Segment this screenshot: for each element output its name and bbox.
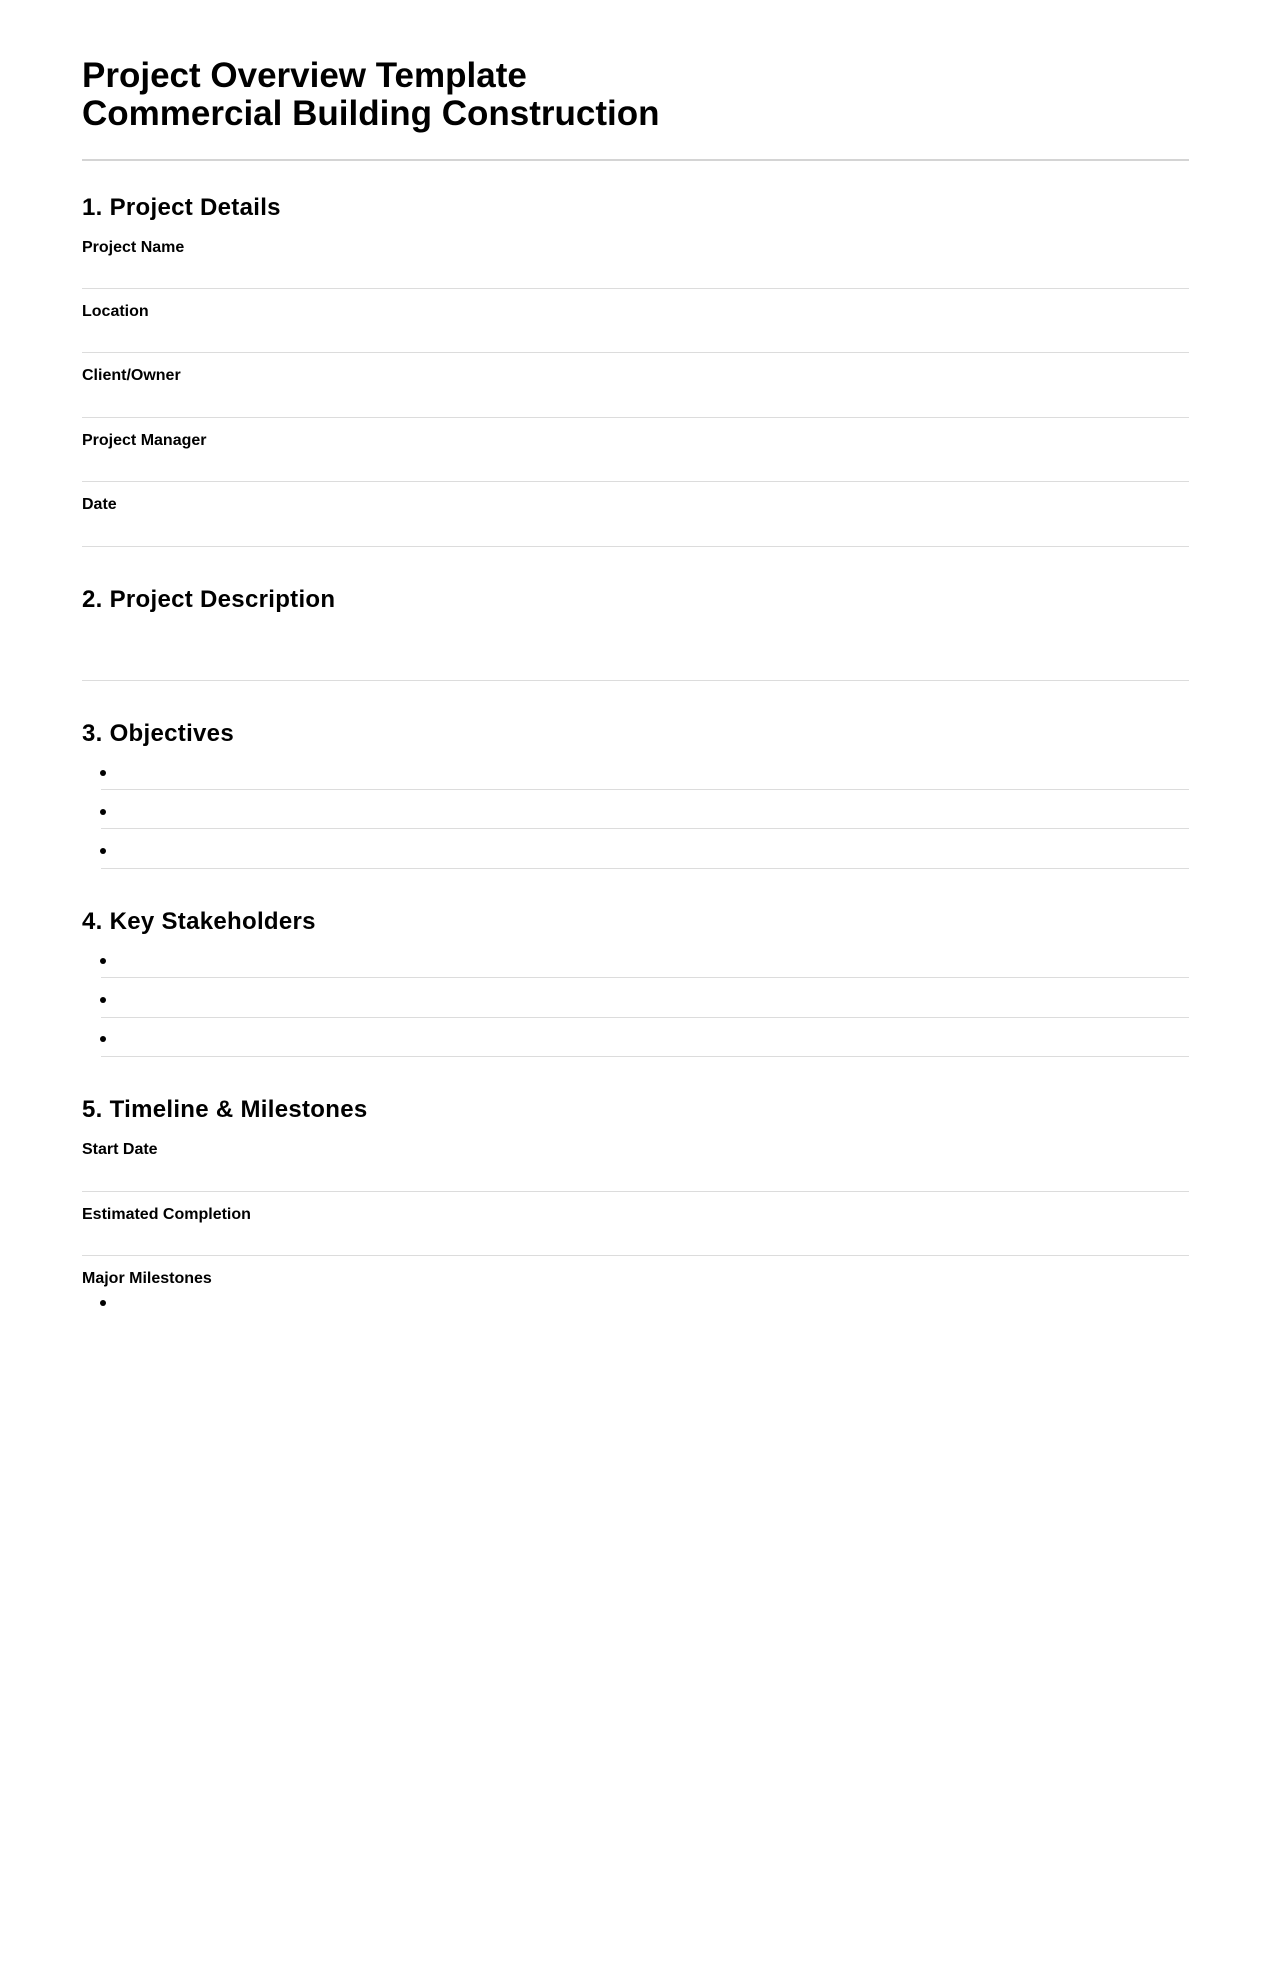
field-label-major-milestones: Major Milestones [82, 1270, 212, 1287]
objective-line-3[interactable] [101, 868, 1189, 869]
field-label-estimated-completion: Estimated Completion [82, 1206, 251, 1223]
field-label-start-date: Start Date [82, 1141, 158, 1158]
section-heading-project-details: 1. Project Details [82, 194, 281, 221]
stakeholder-bullet-1 [100, 958, 106, 964]
section-heading-objectives: 3. Objectives [82, 720, 234, 747]
field-line-start-date[interactable] [82, 1191, 1189, 1192]
section-heading-key-stakeholders: 4. Key Stakeholders [82, 908, 316, 935]
field-line-project-name[interactable] [82, 288, 1189, 289]
description-field-line[interactable] [82, 680, 1189, 681]
objective-line-1[interactable] [101, 789, 1189, 790]
stakeholder-line-2[interactable] [101, 1017, 1189, 1018]
objective-bullet-2 [100, 809, 106, 815]
stakeholder-bullet-2 [100, 997, 106, 1003]
stakeholder-bullet-3 [100, 1036, 106, 1042]
section-heading-timeline-milestones: 5. Timeline & Milestones [82, 1096, 368, 1123]
field-line-estimated-completion[interactable] [82, 1255, 1189, 1256]
stakeholder-line-1[interactable] [101, 977, 1189, 978]
field-line-client-owner[interactable] [82, 417, 1189, 418]
title-line-2: Commercial Building Construction [82, 94, 660, 133]
field-line-location[interactable] [82, 352, 1189, 353]
field-label-date: Date [82, 496, 117, 513]
field-line-date[interactable] [82, 546, 1189, 547]
section-heading-project-description: 2. Project Description [82, 586, 336, 613]
objective-bullet-1 [100, 770, 106, 776]
title-divider [82, 159, 1189, 161]
field-line-project-manager[interactable] [82, 481, 1189, 482]
field-label-project-manager: Project Manager [82, 432, 207, 449]
stakeholder-line-3[interactable] [101, 1056, 1189, 1057]
field-label-project-name: Project Name [82, 239, 185, 256]
title-line-1: Project Overview Template [82, 56, 527, 95]
field-label-client-owner: Client/Owner [82, 367, 181, 384]
field-label-location: Location [82, 303, 149, 320]
objective-bullet-3 [100, 848, 106, 854]
objective-line-2[interactable] [101, 828, 1189, 829]
milestone-bullet-1 [100, 1300, 106, 1306]
document-title [82, 57, 660, 133]
